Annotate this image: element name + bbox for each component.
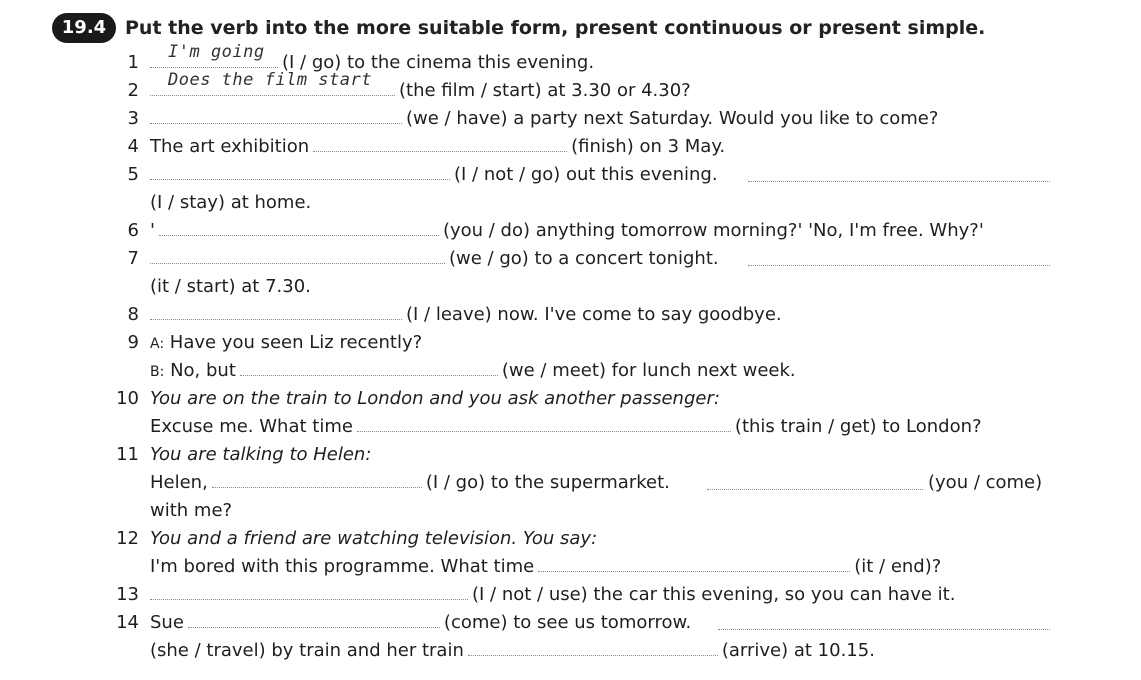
item-5-continued: (I / stay) at home. [150,192,312,213]
handwritten-answer: Does the film start [168,70,372,90]
item-4 [150,133,725,161]
item-number: 10 [116,388,139,409]
item-text: (I / go) to the cinema this evening. [282,52,595,73]
item-number: 14 [116,612,139,633]
answer-blank[interactable] [188,609,440,628]
item-7-continued: (it / start) at 7.30. [150,276,311,297]
answer-blank[interactable] [313,133,567,152]
item-text: (we / have) a party next Saturday. Would you like to come? [406,108,939,129]
item-text: (it / end)? [854,556,942,577]
item-14-continued [150,637,875,665]
item-13 [150,581,955,609]
answer-blank[interactable] [718,611,1050,630]
item-10-context: You are on the train to London and you ask another passenger: [150,388,720,409]
item-text: Helen, [150,472,208,493]
item-number: 8 [127,304,139,325]
answer-blank[interactable] [748,247,1050,266]
item-12 [150,553,941,581]
item-7 [150,245,719,273]
item-text: (you / do) anything tomorrow morning?' 'No, I'm free. Why?' [442,220,984,241]
item-12-context: You and a friend are watching television. You say: [150,528,598,549]
item-text: (you / come) [928,472,1043,493]
item-text: (arrive) at 10.15. [721,640,875,661]
item-11 [150,469,670,497]
item-number: 4 [127,136,139,157]
item-text: (I / leave) now. I've come to say goodbye. [406,304,782,325]
item-number: 2 [127,80,139,101]
item-text: (we / meet) for lunch next week. [501,360,796,381]
item-number: 9 [127,332,139,353]
item-number: 1 [127,52,139,73]
item-number: 6 [127,220,139,241]
answer-blank[interactable] [150,581,468,600]
item-text: (I / not / use) the car this evening, so you can have it. [472,584,956,605]
exercise-number-badge: 19.4 [52,13,116,43]
answer-blank[interactable] [212,469,422,488]
item-10 [150,413,982,441]
answer-blank[interactable] [707,471,923,490]
item-text: No, but [170,360,236,381]
item-text: (she / travel) by train and her train [150,640,464,661]
item-text: (we / go) to a concert tonight. [449,248,719,269]
speaker-a-label: A: [150,336,165,352]
answer-blank[interactable] [150,70,395,96]
answer-blank[interactable] [240,357,498,376]
item-11-continued: with me? [150,500,233,521]
item-6 [150,217,984,245]
item-text: Sue [150,612,184,633]
item-number: 11 [116,444,139,465]
item-text: (I / not / go) out this evening. [454,164,718,185]
answer-blank[interactable] [538,553,850,572]
item-text: (the film / start) at 3.30 or 4.30? [399,80,691,101]
item-text: (I / go) to the supermarket. [425,472,670,493]
item-number: 12 [116,528,139,549]
item-text: I'm bored with this programme. What time [150,556,535,577]
item-5 [150,161,718,189]
item-14 [150,609,691,637]
item-9-a [150,329,422,357]
answer-blank[interactable] [468,637,718,656]
item-3 [150,105,938,133]
quote-mark: ' [150,220,155,241]
answer-blank[interactable] [748,163,1050,182]
answer-blank[interactable] [159,217,439,236]
item-9-b [150,357,796,385]
item-number: 3 [127,108,139,129]
item-number: 5 [127,164,139,185]
handwritten-answer: I'm going [168,42,265,62]
item-number: 7 [127,248,139,269]
item-8 [150,301,782,329]
answer-blank[interactable] [357,413,731,432]
item-text: The art exhibition [150,136,310,157]
answer-blank[interactable] [150,161,450,180]
item-text: (this train / get) to London? [734,416,982,437]
item-11-context: You are talking to Helen: [150,444,372,465]
answer-blank[interactable] [150,301,402,320]
item-text: Excuse me. What time [150,416,353,437]
answer-blank[interactable] [150,245,445,264]
speaker-b-label: B: [150,364,165,380]
item-2 [150,70,691,105]
item-text: Have you seen Liz recently? [169,332,423,353]
item-text: (come) to see us tomorrow. [443,612,692,633]
item-text: (finish) on 3 May. [571,136,726,157]
answer-blank[interactable] [150,105,402,124]
exercise-instruction: Put the verb into the more suitable form, present continuous or present simple. [125,17,986,39]
item-number: 13 [116,584,139,605]
